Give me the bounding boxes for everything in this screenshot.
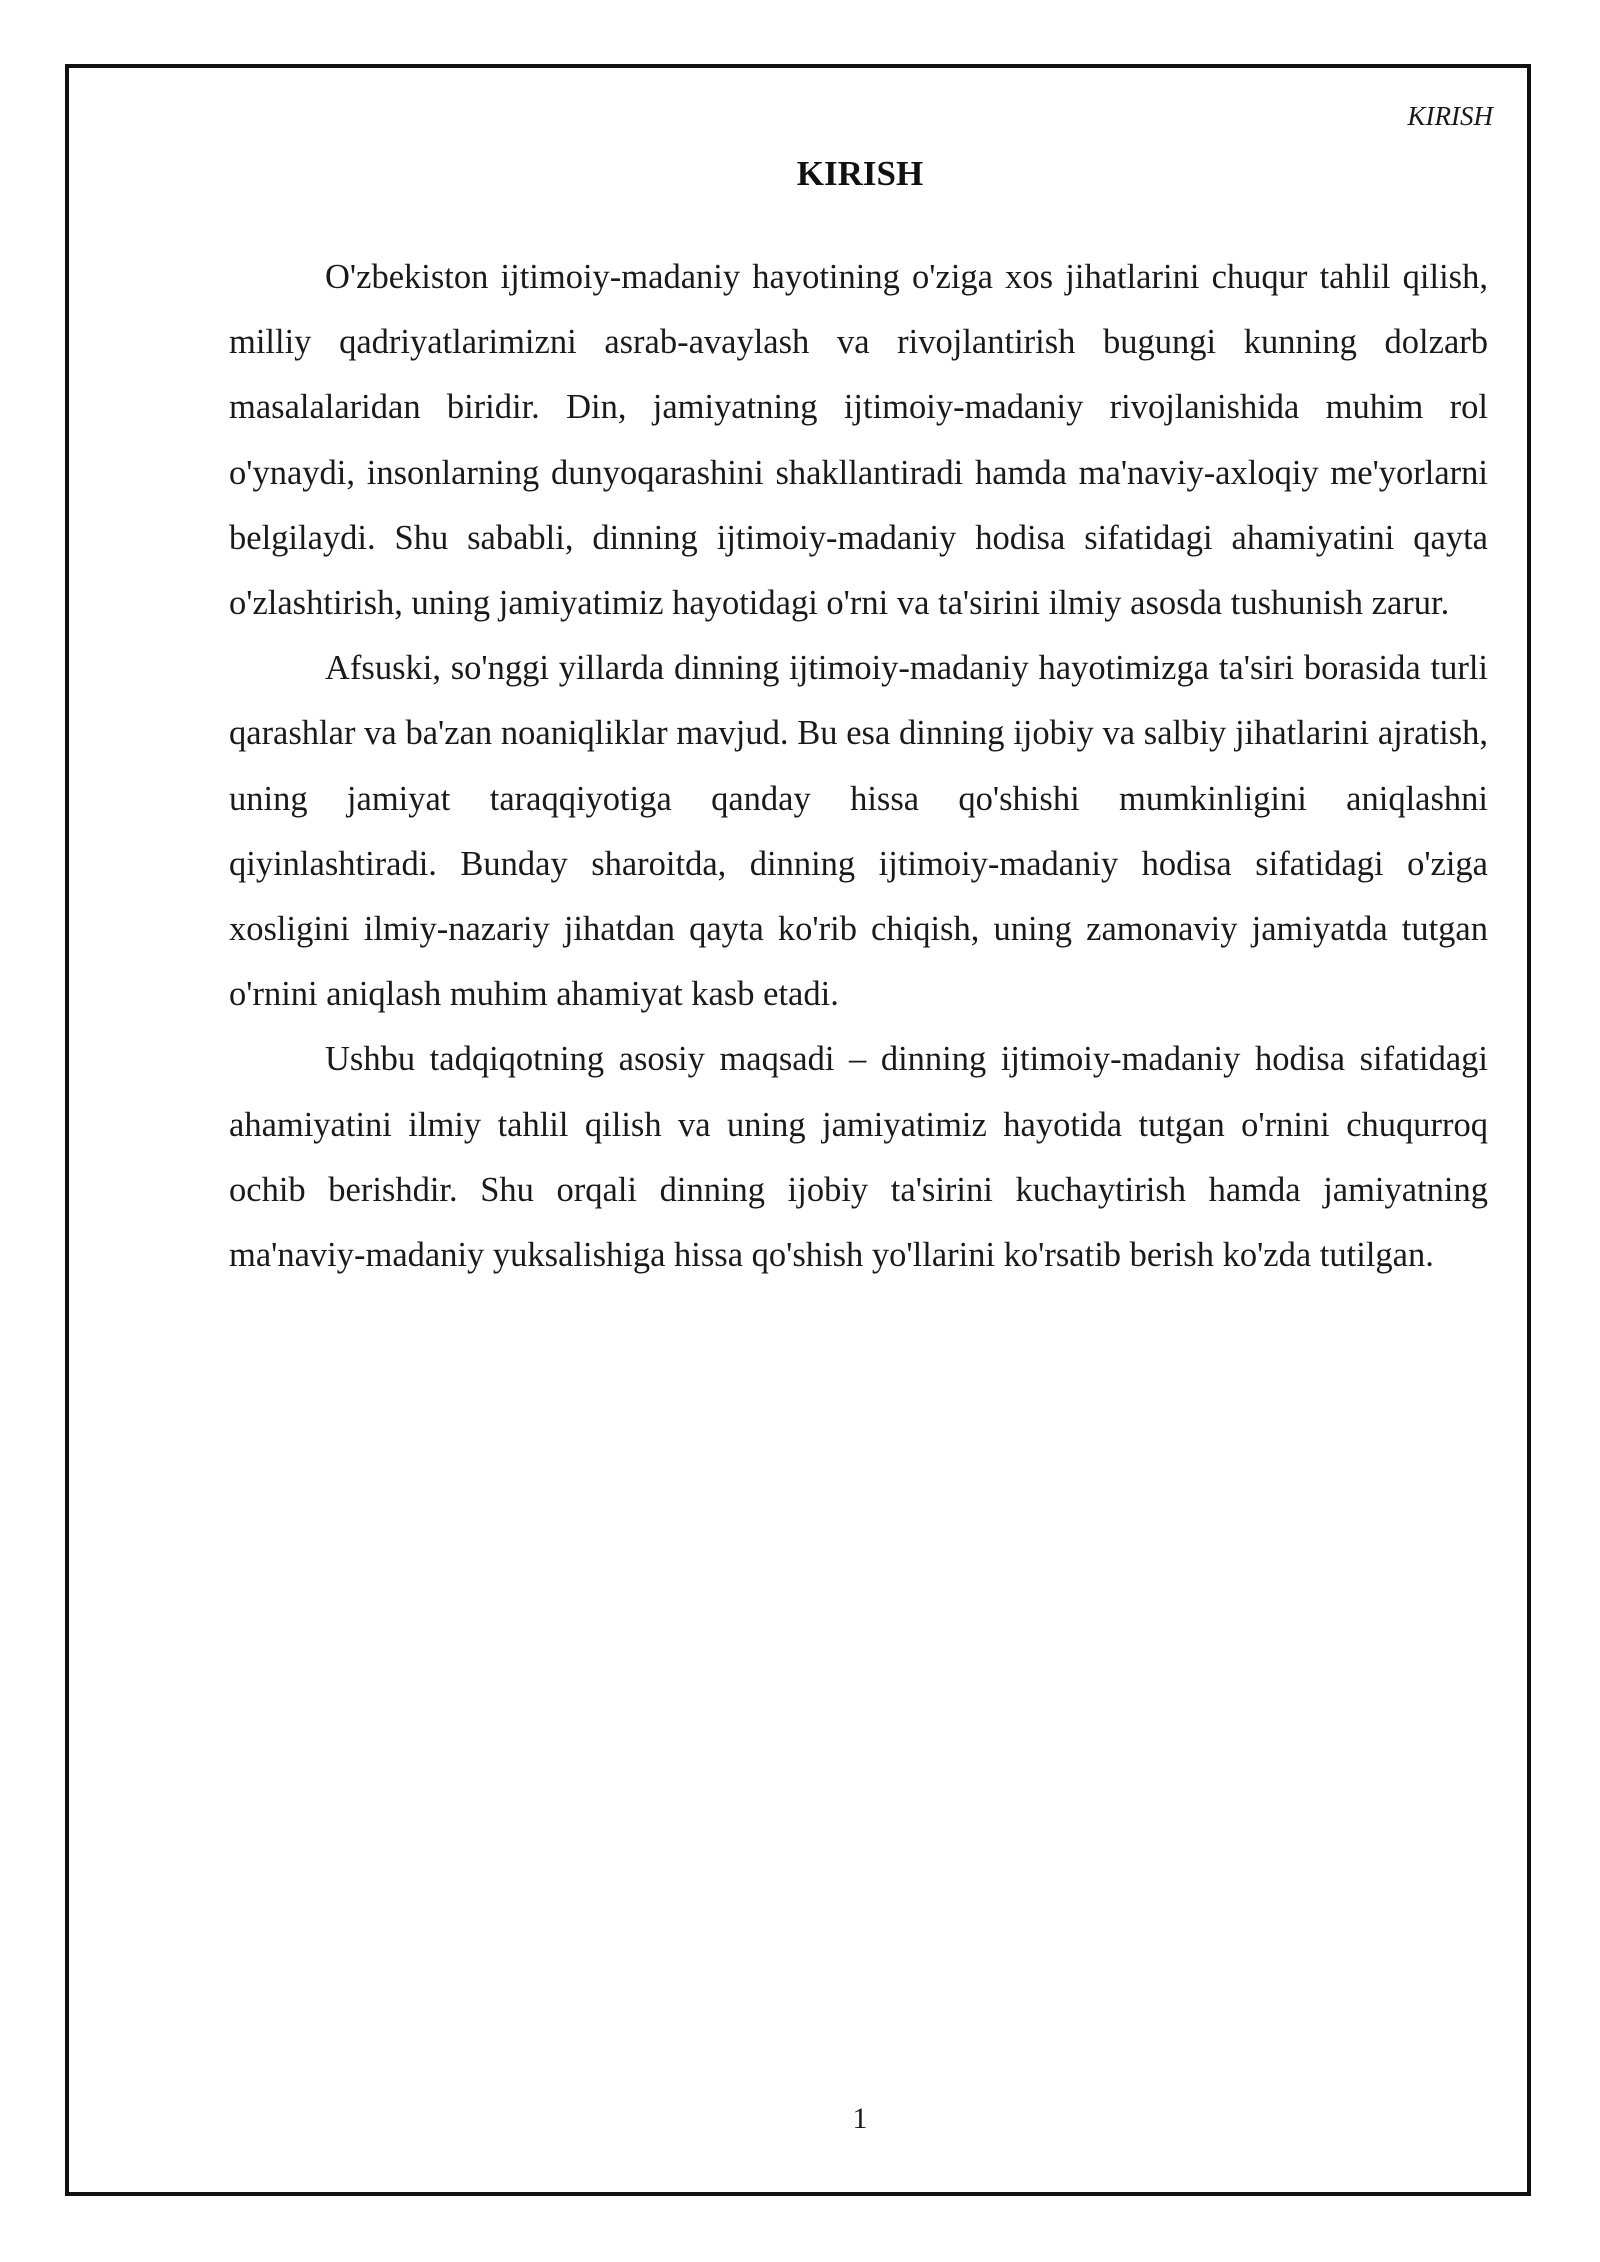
page-number: 1 bbox=[852, 2102, 868, 2135]
paragraph: O'zbekiston ijtimoiy-madaniy hayotining o'ziga xos jihatlarini chuqur tahlil qilish, milliy qadriyatlarimizni asrab-avaylash va rivojlantirish bugungi kunning dolzarb masalalaridan biridir. Din, jamiyatning ijtimoiy-madaniy rivojlanishida muhim rol o'ynaydi, insonlarning dunyoqarashini shakllantiradi hamda ma'naviy-axloqiy me'yorlarni belgilaydi. Shu sababli, dinning ijtimoiy-madaniy hodisa sifatidagi ahamiyatini qayta o'zlashtirish, uning jamiyatimiz hayotidagi o'rni va ta'sirini ilmiy asosda tushunish zarur. bbox=[229, 258, 1488, 623]
body-text bbox=[229, 245, 1488, 1288]
page-title: KIRISH bbox=[796, 154, 924, 193]
running-header: KIRISH bbox=[1407, 101, 1493, 131]
paragraph: Ushbu tadqiqotning asosiy maqsadi – dinning ijtimoiy-madaniy hodisa sifatidagi ahamiyatini ilmiy tahlil qilish va uning jamiyatimiz hayotida tutgan o'rnini chuqurroq ochib berishdir. Shu orqali dinning ijobiy ta'sirini kuchaytirish hamda jamiyatning ma'naviy-madaniy yuksalishiga hissa qo'shish yo'llarini ko'rsatib berish ko'zda tutilgan. bbox=[229, 1040, 1488, 1275]
paragraph: Afsuski, so'nggi yillarda dinning ijtimoiy-madaniy hayotimizga ta'siri borasida turli qarashlar va ba'zan noaniqliklar mavjud. Bu esa dinning ijobiy va salbiy jihatlarini ajratish, uning jamiyat taraqqiyotiga qanday hissa qo'shishi mumkinligini aniqlashni qiyinlashtiradi. Bunday sharoitda, dinning ijtimoiy-madaniy hodisa sifatidagi o'ziga xosligini ilmiy-nazariy jihatdan qayta ko'rib chiqish, uning zamonaviy jamiyatda tutgan o'rnini aniqlash muhim ahamiyat kasb etadi. bbox=[229, 649, 1488, 1014]
